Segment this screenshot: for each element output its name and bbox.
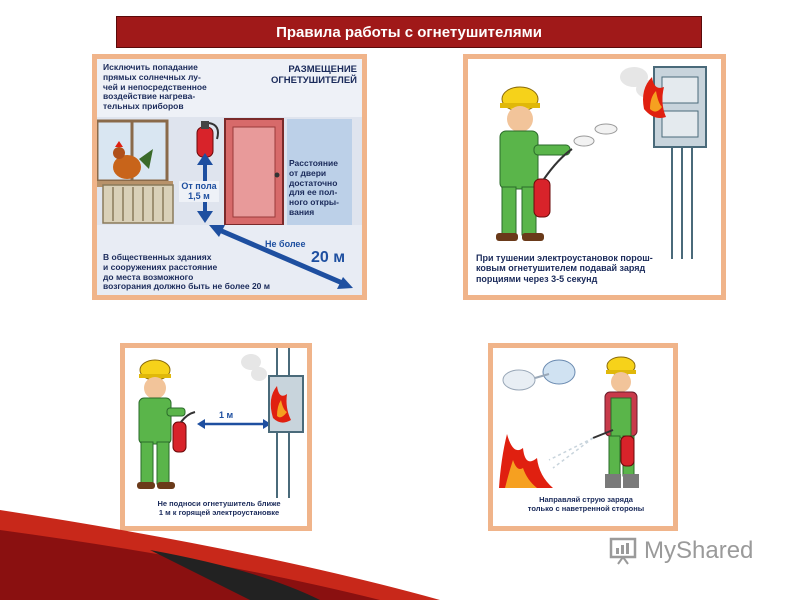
logo-text: MyShared <box>644 537 754 564</box>
extinguisher-icon <box>173 412 195 452</box>
door-distance-note: Расстояние от двери достаточно для ее пол- ного откры- вания <box>289 158 339 217</box>
door-icon <box>225 119 283 225</box>
presentation-icon <box>608 536 638 566</box>
electrical-panel-icon <box>269 348 303 498</box>
page-title: Правила работы с огнетушителями <box>276 23 542 41</box>
distance-label-big: 20 м <box>311 249 346 266</box>
panel-powder-portions <box>463 54 726 300</box>
placement-note-public: В общественных зданиях и сооружениях расстояние до места возможного возгорания должно быть не более 20 м <box>103 252 271 292</box>
radiator-icon <box>103 185 173 223</box>
fire-icon <box>499 434 553 488</box>
height-label: От пола 1,5 м <box>179 181 219 202</box>
worker-icon <box>605 357 639 488</box>
distance-label-small: Не более <box>265 239 306 249</box>
windward-caption: Направляй струю заряда только с наветренной стороны <box>527 495 645 513</box>
myshared-logo <box>608 536 753 566</box>
wind-cloud-icon <box>503 360 575 390</box>
one-meter-label: 1 м <box>219 410 234 420</box>
placement-heading: РАЗМЕЩЕНИЕ ОГНЕТУШИТЕЛЕЙ <box>270 64 357 86</box>
one-meter-caption: Не подноси огнетушитель ближе 1 м к горящей электроустановке <box>157 499 281 517</box>
extinguisher-icon <box>534 149 572 217</box>
worker-icon <box>496 87 570 241</box>
powder-caption: При тушении электроустановок порош- ковым огнетушителем подавай заряд порциями через 3-5 секунд <box>476 253 653 284</box>
panel-placement <box>92 54 367 300</box>
title-bar <box>116 16 702 48</box>
placement-note-sun: Исключить попадание прямых солнечных лу- чей и непосредственное воздействие нагрева- тельных приборов <box>103 62 207 112</box>
